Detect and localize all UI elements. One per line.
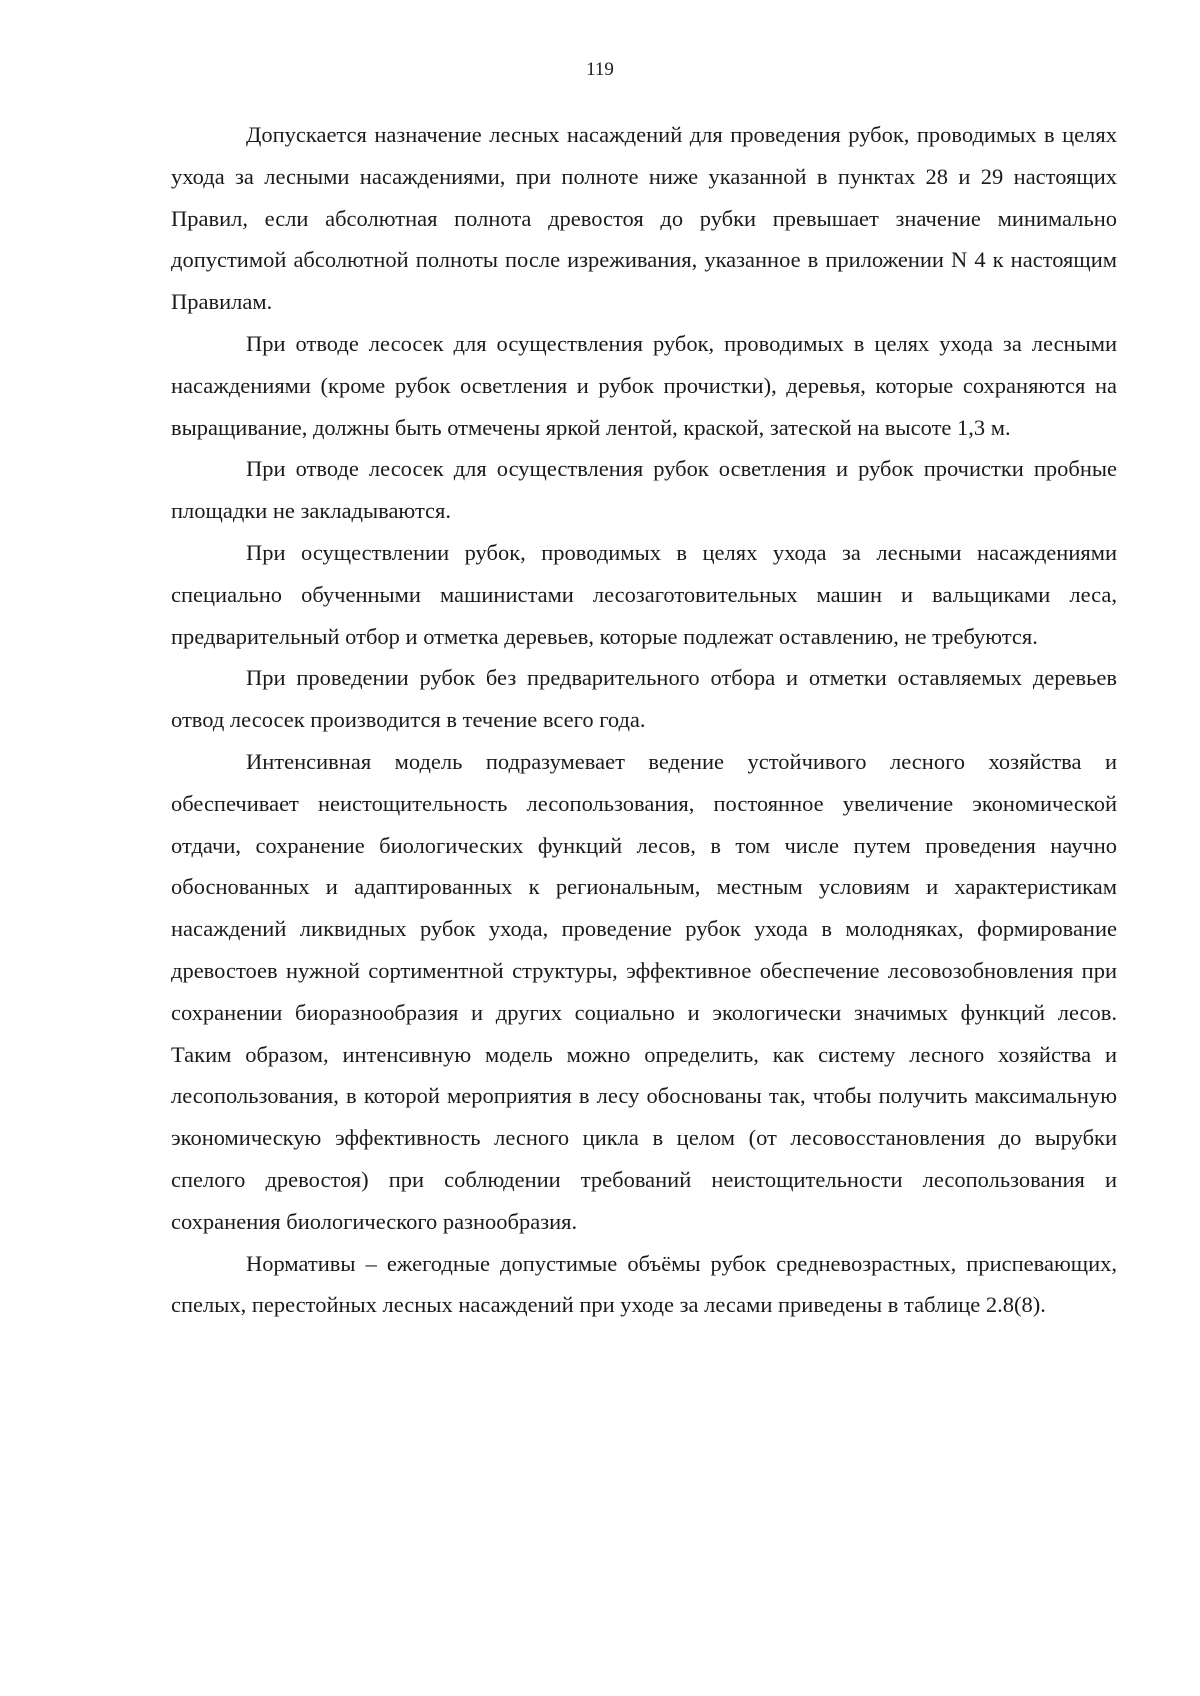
paragraph-4: При осуществлении рубок, проводимых в целях ухода за лесными насаждениями специально обученными машинистами лесозаготовительных машин и вальщиками леса, предварительный отбор и отметка деревьев, которые подлежат оставлению, не требуются. [171,539,1117,649]
paragraph-5: При проведении рубок без предварительного отбора и отметки оставляемых деревьев отвод лесосек производится в течение всего года. [171,665,1117,733]
body-text [171,114,1117,1326]
paragraph-2: При отводе лесосек для осуществления рубок, проводимых в целях ухода за лесными насаждениями (кроме рубок осветления и рубок прочистки), деревья, которые сохраняются на выращивание, должны быть отмечены яркой лентой, краской, затеской на высоте 1,3 м. [171,330,1117,440]
paragraph-7: Нормативы – ежегодные допустимые объёмы рубок средневозрастных, приспевающих, спелых, перестойных лесных насаждений при уходе за лесами приведены в таблице 2.8(8). [171,1250,1117,1318]
page-number: 119 [586,59,614,80]
paragraph-3: При отводе лесосек для осуществления рубок осветления и рубок прочистки пробные площадки не закладываются. [171,456,1117,524]
paragraph-6: Интенсивная модель подразумевает ведение устойчивого лесного хозяйства и обеспечивает неистощительность лесопользования, постоянное увеличение экономической отдачи, сохранение биологических функций лесов, в том числе путем проведения научно обоснованных и адаптированных к региональным, местным условиям и характеристикам насаждений ликвидных рубок ухода, проведение рубок ухода в молодняках, формирование древостоев нужной сортиментной структуры, эффективное обеспечение лесовозобновления при сохранении биоразнообразия и других социально и экологически значимых функций лесов. Таким образом, интенсивную модель можно определить, как систему лесного хозяйства и лесопользования, в которой мероприятия в лесу обоснованы так, чтобы получить максимальную экономическую эффективность лесного цикла в целом (от лесовосстановления до вырубки спелого древостоя) при соблюдении требований неистощительности лесопользования и сохранения биологического разнообразия. [171,748,1117,1234]
paragraph-1: Допускается назначение лесных насаждений для проведения рубок, проводимых в целях ухода за лесными насаждениями, при полноте ниже указанной в пунктах 28 и 29 настоящих Правил, если абсолютная полнота древостоя до рубки превышает значение минимально допустимой абсолютной полноты после изреживания, указанное в приложении N 4 к настоящим Правилам. [171,122,1117,315]
